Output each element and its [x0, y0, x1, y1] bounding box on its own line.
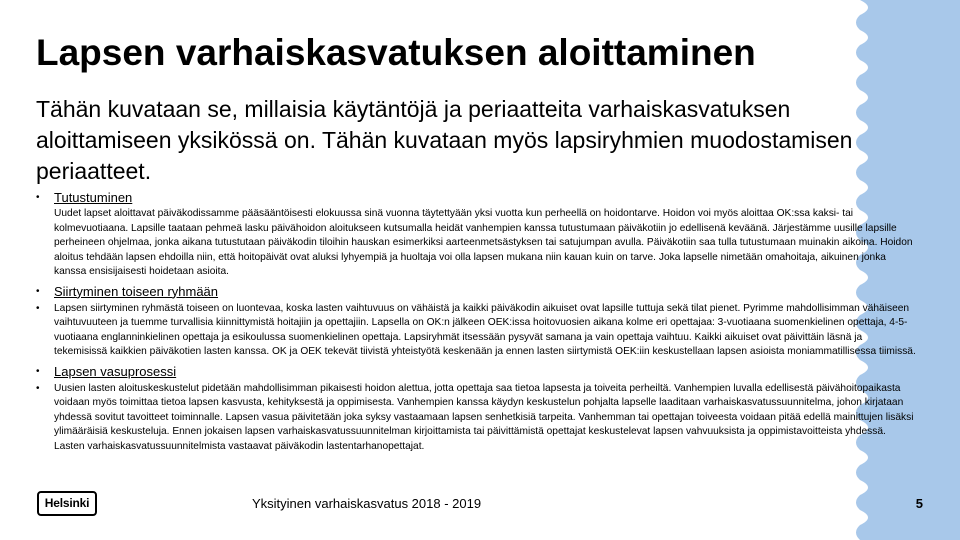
section-heading-row — [36, 363, 916, 381]
section-heading-row — [36, 283, 916, 301]
section-text-vasuprosessi: Uusien lasten aloituskeskustelut pidetään mahdollisimman pikaisesti hoidon alettua, jotta opettaja saa tietoa lapsesta ja toiveita perheiltä. Vanhempien luvalla edellisestä päivähoitopaikasta voidaan myös toimittaa tietoa lapsen kasvusta, kehityksestä ja oppimisesta. Vanhempien kanssa käydyn keskustelun pohjalta lapselle laaditaan varhaiskasvatussuunnitelma, johon kirjataan yhdessä sovitut tavoitteet toiminnalle. Lapsen vasua päivitetään joka syksy vastaamaan lapsen senhetkisiä tarpeita. Vanhemman tai opettajan toiveesta voidaan pitää edellä mainittujen lisäksi ylimääräisiä keskusteluja. Ennen jokaisen lapsen varhaiskasvatussuunnitelman kirjoittamista tai päivittämistä opettajat keskustelevat lapsen vahvuuksista ja oppimistavoitteista yhdessä. Lasten varhaiskasvatussuunnitelmista vastaavat päiväkodin lastentarhanopettajat. — [54, 382, 914, 452]
section-heading-tutustuminen: Tutustuminen — [54, 190, 133, 205]
page-number: 5 — [915, 496, 923, 511]
bullet-icon: • — [36, 382, 40, 394]
section-heading-vasuprosessi: Lapsen vasuprosessi — [54, 363, 177, 379]
content-sections — [36, 188, 916, 454]
section-text-row — [36, 382, 916, 455]
bullet-icon: • — [36, 365, 40, 377]
helsinki-logo: Helsinki — [37, 491, 97, 516]
bullet-icon: • — [36, 302, 40, 314]
section-heading-siirtyminen: Siirtyminen toiseen ryhmään — [54, 283, 219, 299]
footer-text: Yksityinen varhaiskasvatus 2018 - 2019 — [252, 496, 482, 511]
section-heading-row — [36, 189, 916, 207]
section-text-row — [36, 302, 916, 360]
bullet-icon: • — [36, 192, 40, 203]
section-text-tutustuminen: Uudet lapset aloittavat päiväkodissamme pääsääntöisesti elokuussa sinä vuonna täytettyään yksi vuotta kun perheellä on hoidontarve. Hoidon voi myös aloittaa OK:ssa kaksi- tai kolmevuotiaana. Lapsille taataan pehmeä lasku päivähoidon aloitukseen kutsumalla heidät vanhempien kanssa tutustumaan päiväkotiin jo edellisenä keväänä. Järjestämme uusille lapsille perheineen ohjelmaa, jonka aikana tutustutaan päiväkodin tiloihin hauskan esimerkiksi aarteenmetsästyksen tai satujumpan avulla. Päiväkotiin saa tulla tutustumaan muinakin aikoina. Hoidon aloitus tehdään lapsen ehdoilla niin, että hoitopäivät ovat aluksi lyhyempiä ja huoltaja voi olla lapsen mukana niin kauan kuin on tarve. Joka lapselle nimetään omahoitaja, aikuinen jonka kanssa ensisijaisesti hoidetaan asioita. — [54, 208, 913, 277]
bullet-icon: • — [36, 285, 40, 297]
page-title: Lapsen varhaiskasvatuksen aloittaminen — [36, 32, 756, 73]
intro-paragraph: Tähän kuvataan se, millaisia käytäntöjä ja periaatteita varhaiskasvatuksen aloittamiseen yksikössä on. Tähän kuvataan myös lapsiryhmien muodostamisen periaatteet. — [36, 96, 853, 184]
section-text-siirtyminen: Lapsen siirtyminen ryhmästä toiseen on luontevaa, koska lasten vaihtuvuus on vähäistä ja kaikki päiväkodin aikuiset ovat lapsille tuttuja sekä tilat pienet. Pyrimme mahdollisimman vähäiseen vaihtuvuuteen ja tuemme turvallisia kiinnittymistä hoitajiin ja opettajiin. Lapsella on OK:n jälkeen OEK:issa hoitovuosien aikana kolme eri opettajaa: 3-vuotiaana suomenkielinen opettaja, 4-5-vuotiaana englanninkielinen opettaja ja esikoulussa suomenkielinen opettaja. Lapsiryhmät itsessään pysyvät samana ja vain opettaja vaihtuu. Kaikki aikuiset ovat päivittäin läsnä ja tekemisissä kaikkien päiväkotien lasten kanssa. OK ja OEK tekevät tiivistä yhteistyötä keskenään ja ennen lasten siirtymistä OEK:iin keskustellaan lapsen asioista moniammatillisessa tiimissä. — [54, 302, 916, 357]
